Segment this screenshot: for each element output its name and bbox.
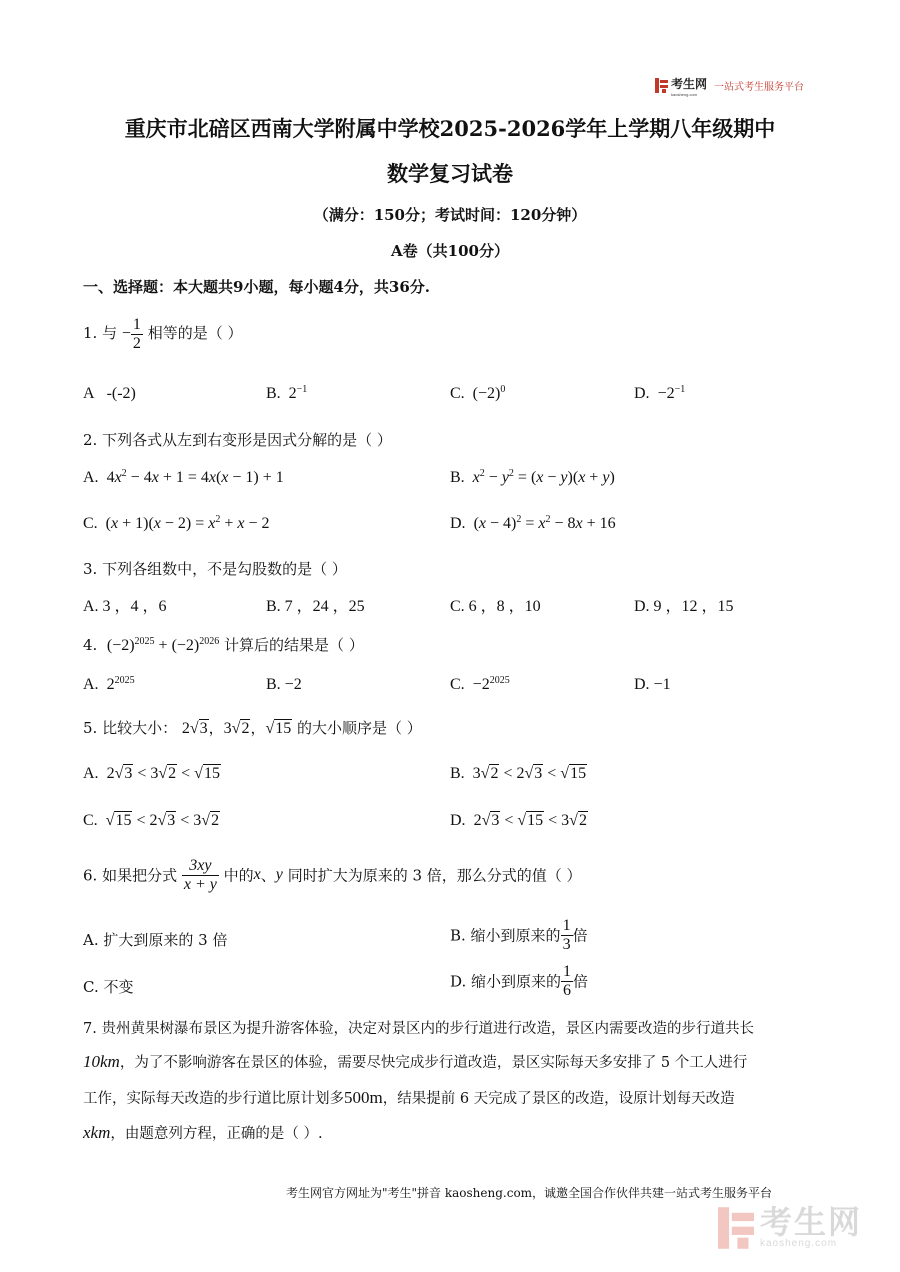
- section-heading: 一、选择题：本大题共9小题，每小题4分，共36分.: [83, 278, 430, 296]
- q6-option-c[interactable]: C. 不变: [83, 978, 134, 996]
- q5-option-d[interactable]: D. 2√3 < √15 < 3√2: [450, 812, 587, 829]
- question-6-stem: 6. 如果把分式 $\frac{3xy}{x + y}$ 中的x、y 同时扩大为原来的 3 倍，那么分式的值（ ）: [83, 857, 582, 893]
- q5-option-c[interactable]: C. √15 < 2√3 < 3√2: [83, 812, 220, 829]
- logo-name: 考生网: [671, 77, 708, 91]
- header-logo[interactable]: [655, 74, 804, 97]
- q5-option-a[interactable]: A. 2√3 < 3√2 < √15: [83, 765, 220, 782]
- fraction: $\frac{3xy}{x + y}$: [183, 857, 217, 893]
- question-7-line1: 7. 贵州黄果树瀑布景区为提升游客体验，决定对景区内的步行道进行改造，景区内需要改造的步行道共长: [83, 1021, 754, 1037]
- q3-option-a[interactable]: A. 3 ，4 ，6: [83, 598, 167, 615]
- question-2-stem: 2. 下列各式从左到右变形是因式分解的是（ ）: [83, 431, 392, 449]
- q1-option-c[interactable]: C. $(-2)^0$: [450, 384, 506, 402]
- q4-option-a[interactable]: A. $2^{2025}$: [83, 675, 135, 693]
- q3-option-b[interactable]: B. 7 ，24 ，25: [266, 598, 365, 615]
- page-title-line2: 数学复习试卷: [387, 161, 513, 186]
- q2-option-a[interactable]: A. $4x^2 - 4x + 1 = 4x(x - 1) + 1$: [83, 468, 284, 486]
- q1-option-a[interactable]: A -(-2): [83, 385, 136, 402]
- question-7-line2: 10km，为了不影响游客在景区的体验，需要尽快完成步行道改造，景区实际每天多安排了 5 个工人进行: [83, 1052, 748, 1071]
- question-1-stem: 1. 与 − $\frac{1}{2}$ 相等的是（ ）: [83, 316, 243, 352]
- q4-option-b[interactable]: B. −2: [266, 676, 302, 693]
- q2-option-c[interactable]: C. $(x + 1)(x - 2) = x^2 + x - 2$: [83, 514, 270, 532]
- watermark-domain: kaosheng.com: [760, 1238, 838, 1249]
- q2-option-d[interactable]: D. $(x - 4)^2 = x^2 - 8x + 16$: [450, 514, 616, 532]
- question-4-stem: 4. $(-2)^{2025} + (-2)^{2026}$ 计算后的结果是（ ）: [83, 636, 364, 654]
- logo-icon: [655, 78, 668, 93]
- q1-option-b[interactable]: B. $2^{-1}$: [266, 384, 308, 402]
- watermark: [718, 1206, 862, 1249]
- paper-a-heading: A卷（共100分）: [391, 242, 509, 260]
- page-title-line1: 重庆市北碚区西南大学附属中学校2025-2026学年上学期八年级期中: [124, 116, 776, 141]
- q6-option-d[interactable]: D. 缩小到原来的 $\frac{1}{6}$ 倍: [450, 963, 589, 999]
- logo-domain: kaosheng.com: [671, 92, 698, 97]
- q3-option-d[interactable]: D. 9 ，12 ，15: [634, 598, 734, 615]
- q5-option-b[interactable]: B. 3√2 < 2√3 < √15: [450, 765, 587, 782]
- q4-option-d[interactable]: D. −1: [634, 676, 671, 693]
- q1-option-d[interactable]: D. $-2^{-1}$: [634, 384, 686, 402]
- q4-option-c[interactable]: C. $-2^{2025}$: [450, 675, 510, 693]
- footer-note: 考生网官方网址为"考生"拼音 kaosheng.com，诚邀全国合作伙伴共建一站式考生服务平台: [286, 1186, 773, 1200]
- q6-option-a[interactable]: A. 扩大到原来的 3 倍: [83, 931, 228, 949]
- watermark-name: 考生网: [760, 1204, 863, 1240]
- q6-option-b[interactable]: B. 缩小到原来的 $\frac{1}{3}$ 倍: [450, 917, 588, 953]
- fraction: $\frac{1}{2}$: [132, 316, 141, 352]
- question-3-stem: 3. 下列各组数中，不是勾股数的是（ ）: [83, 560, 347, 578]
- question-7-line4: xkm，由题意列方程，正确的是（ ）.: [83, 1123, 323, 1142]
- question-7-line3: 工作，实际每天改造的步行道比原计划多500m，结果提前 6 天完成了景区的改造，设原计划每天改造: [83, 1088, 735, 1107]
- logo-tagline: 一站式考生服务平台: [714, 82, 805, 93]
- question-5-stem: 5. 比较大小： 2√3，3√2，√15 的大小顺序是（ ）: [83, 719, 422, 737]
- exam-info: （满分：150分；考试时间：120分钟）: [313, 206, 587, 224]
- watermark-logo-icon: [718, 1207, 754, 1249]
- q2-option-b[interactable]: B. $x^2 - y^2 = (x - y)(x + y)$: [450, 468, 615, 486]
- q3-option-c[interactable]: C. 6 ，8 ，10: [450, 598, 541, 615]
